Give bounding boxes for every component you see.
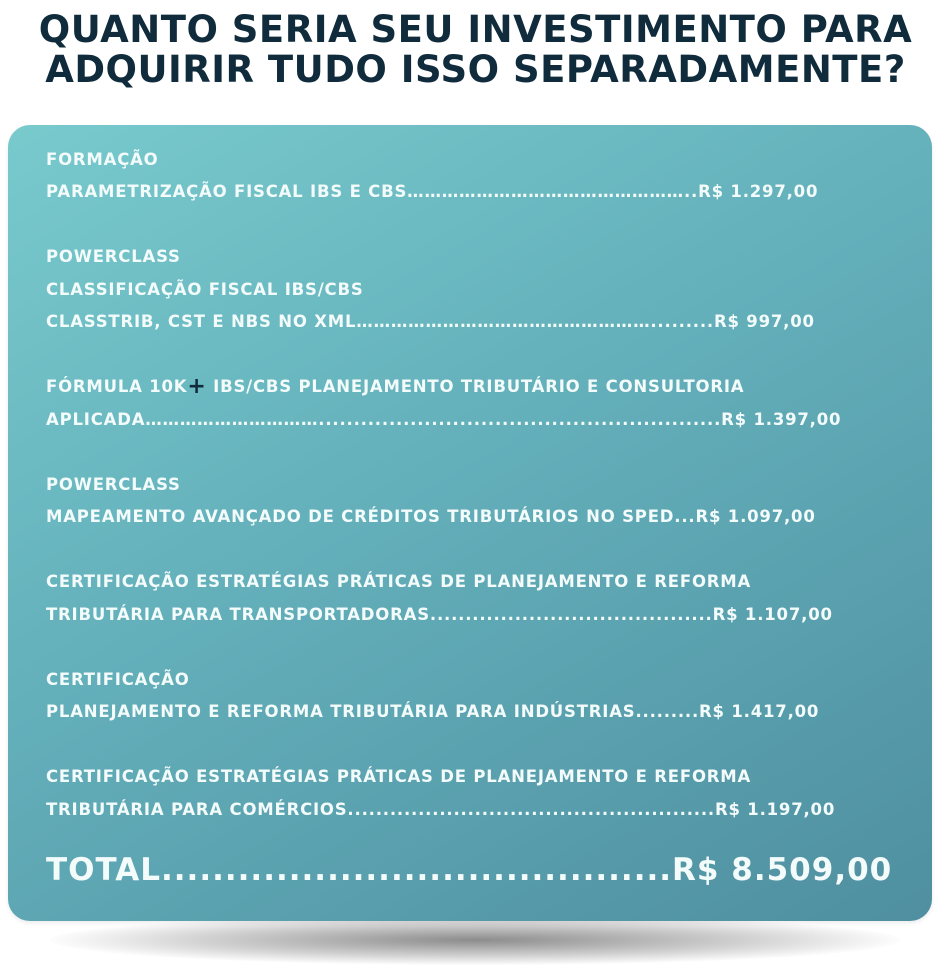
item-5-price-line: TRIBUTÁRIA PARA TRANSPORTADORAS........................................R$ 1.107,00 (46, 605, 833, 624)
item-3-title (46, 376, 744, 398)
item-1-price-line: PARAMETRIZAÇÃO FISCAL IBS E CBS…………………………………………..R$ 1.297,00 (46, 182, 819, 201)
item-5-title: CERTIFICAÇÃO ESTRATÉGIAS PRÁTICAS DE PLANEJAMENTO E REFORMA (46, 572, 752, 591)
item-7-price-line: TRIBUTÁRIA PARA COMÉRCIOS....................................................R$ 1.197,00 (46, 800, 836, 819)
item-2-title: CLASSIFICAÇÃO FISCAL IBS/CBS (46, 280, 364, 299)
headline-line-2: ADQUIRIR TUDO ISSO SEPARADAMENTE? (45, 48, 906, 91)
item-2-price-line: CLASSTRIB, CST E NBS NO XML…………………………………………….........R$ 997,00 (46, 312, 815, 331)
card-shadow (50, 915, 901, 965)
headline-line-1: QUANTO SERIA SEU INVESTIMENTO PARA (38, 8, 913, 51)
item-1-category: FORMAÇÃO (46, 150, 159, 169)
item-3-price-line: APLICADA………………………….........................................................R$ 1.397,00 (46, 410, 842, 429)
item-4-price-line: MAPEAMENTO AVANÇADO DE CRÉDITOS TRIBUTÁRIOS NO SPED...R$ 1.097,00 (46, 507, 816, 526)
item-6-category: CERTIFICAÇÃO (46, 670, 190, 689)
item-3-title-part-2: IBS/CBS PLANEJAMENTO TRIBUTÁRIO E CONSULTORIA (206, 377, 745, 396)
total-price: TOTAL........................................R$ 8.509,00 (46, 852, 893, 888)
item-4-category: POWERCLASS (46, 475, 181, 494)
item-2-category: POWERCLASS (46, 247, 181, 266)
item-7-title: CERTIFICAÇÃO ESTRATÉGIAS PRÁTICAS DE PLANEJAMENTO E REFORMA (46, 767, 752, 786)
plus-icon: + (187, 374, 207, 399)
headline (0, 10, 951, 90)
item-3-title-part-1: FÓRMULA 10K (46, 377, 188, 396)
item-6-price-line: PLANEJAMENTO E REFORMA TRIBUTÁRIA PARA INDÚSTRIAS.........R$ 1.417,00 (46, 702, 820, 721)
